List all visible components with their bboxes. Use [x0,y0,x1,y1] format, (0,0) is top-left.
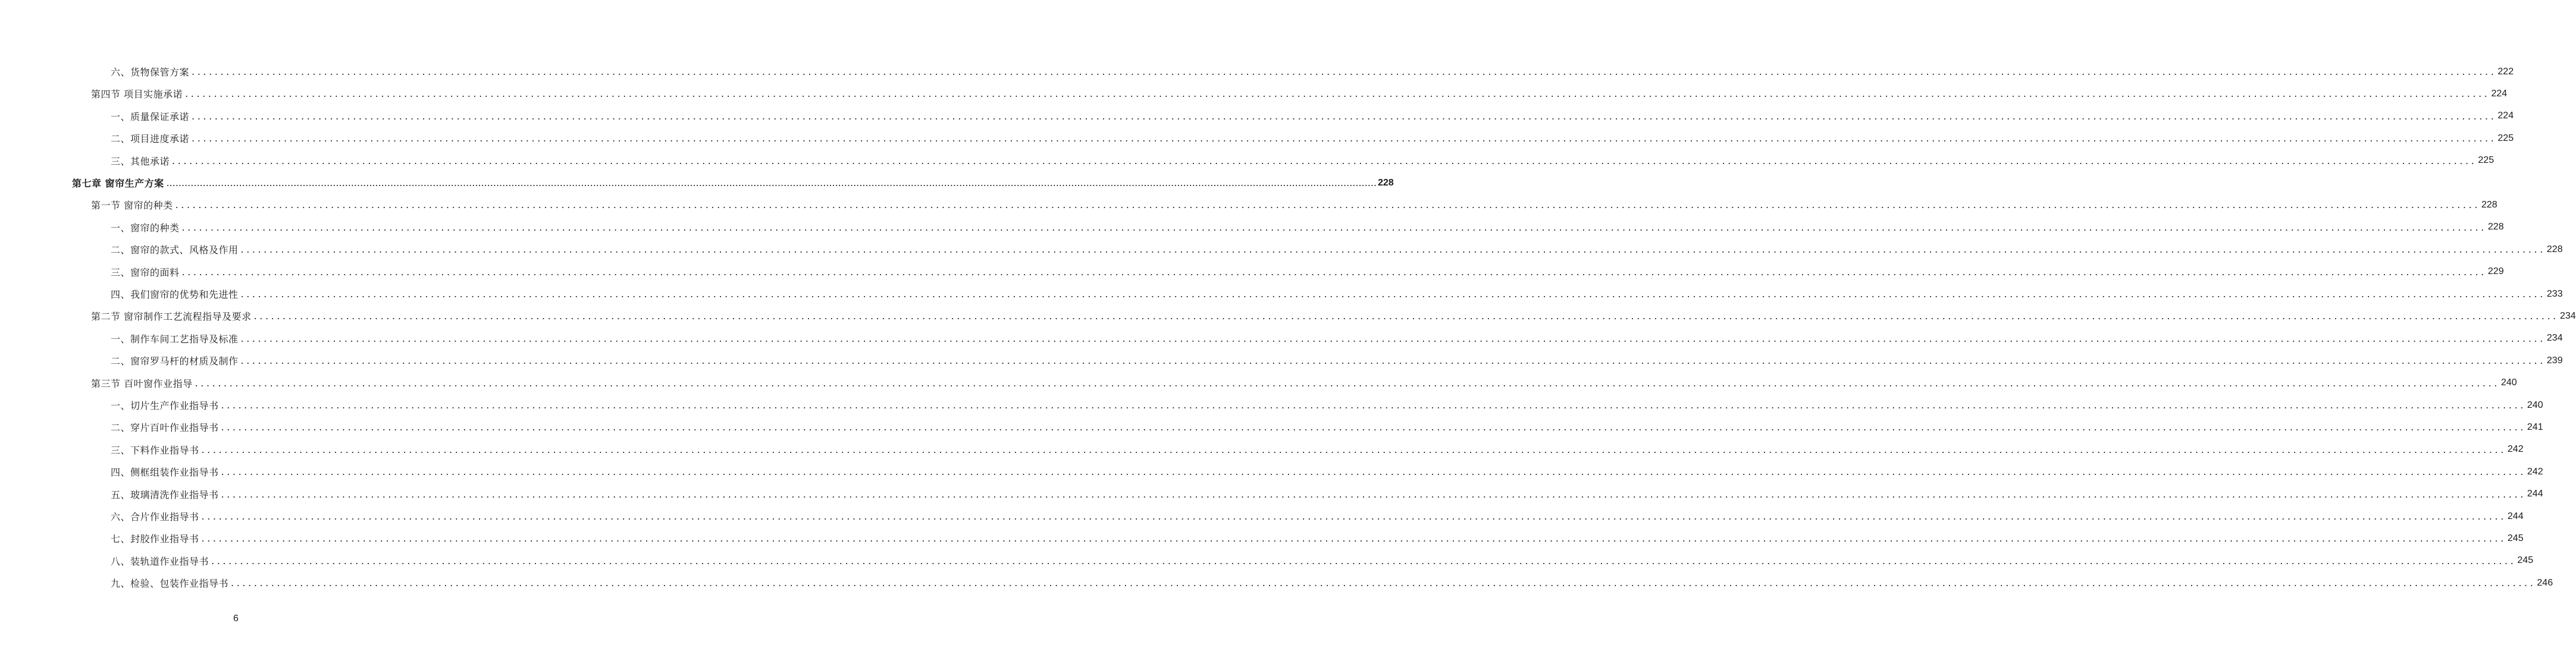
toc-leader-dots: ................................................................................................................................................................................................................................................................................................................................................................................................................ [221,421,2526,433]
toc-subsection-entry [111,261,2504,283]
toc-entry-label: 第四节 项目实施承诺 [91,89,183,100]
toc-subsection-entry [111,572,2553,594]
toc-entry-label: 一、窗帘的种类 [111,222,180,234]
toc-leader-dots: ................................................................................................................................................................................................................................................................................................................................................................................................................ [185,88,2490,100]
toc-leader-dots: ................................................................................................................................................................................................................................................................................................................................................................................................................ [166,177,1377,188]
toc-entry-label: 一、制作车间工艺指导及标准 [111,333,239,345]
toc-entry-label: 二、窗帘罗马杆的材质及制作 [111,355,239,367]
toc-entry-label: 三、其他承诺 [111,155,170,167]
toc-subsection-entry [111,105,2514,127]
toc-leader-dots: ................................................................................................................................................................................................................................................................................................................................................................................................................ [181,266,2487,278]
toc-subsection-entry [111,350,2563,372]
toc-subsection-entry [111,127,2514,149]
toc-entry-label: 六、货物保管方案 [111,67,190,78]
toc-entry-page: 245 [2517,555,2534,566]
toc-subsection-entry [111,328,2563,350]
toc-leader-dots: ................................................................................................................................................................................................................................................................................................................................................................................................................ [181,221,2487,233]
toc-entry-page: 239 [2546,355,2563,366]
toc-section-entry [91,194,2497,216]
toc-entry-page: 241 [2527,421,2543,432]
toc-leader-dots: ................................................................................................................................................................................................................................................................................................................................................................................................................ [240,332,2546,344]
toc-leader-dots: ................................................................................................................................................................................................................................................................................................................................................................................................................ [172,155,2477,166]
toc-entry-label: 第三节 百叶窗作业指导 [91,377,193,389]
toc-entry-page: 244 [2527,489,2543,499]
toc-leader-dots: ................................................................................................................................................................................................................................................................................................................................................................................................................ [175,199,2480,211]
toc-entry-label: 三、窗帘的面料 [111,266,180,278]
toc-entry-page: 225 [2478,155,2494,166]
toc-entry-label: 四、侧框组装作业指导书 [111,467,219,479]
toc-entry-page: 222 [2497,66,2514,77]
toc-section-entry [91,305,2576,327]
toc-entry-page: 228 [2546,244,2563,254]
toc-leader-dots: ................................................................................................................................................................................................................................................................................................................................................................................................................ [253,310,2559,322]
toc-section-entry [91,83,2508,105]
toc-leader-dots: ................................................................................................................................................................................................................................................................................................................................................................................................................ [192,110,2497,122]
toc-entry-page: 228 [2481,199,2497,210]
toc-subsection-entry [111,461,2543,483]
toc-entry-label: 一、切片生产作业指导书 [111,400,219,411]
toc-subsection-entry [111,505,2524,527]
toc-leader-dots: ................................................................................................................................................................................................................................................................................................................................................................................................................ [221,466,2526,478]
toc-entry-page: 225 [2497,133,2514,143]
page-number: 6 [233,613,239,624]
toc-leader-dots: ................................................................................................................................................................................................................................................................................................................................................................................................................ [231,577,2536,589]
toc-entry-label: 八、装轨道作业指导书 [111,555,209,567]
toc-leader-dots: ................................................................................................................................................................................................................................................................................................................................................................................................................ [192,66,2497,77]
toc-entry-page: 228 [2487,222,2504,232]
toc-entry-label: 第二节 窗帘制作工艺流程指导及要求 [91,311,252,323]
toc-leader-dots: ................................................................................................................................................................................................................................................................................................................................................................................................................ [240,244,2546,256]
toc-leader-dots: ................................................................................................................................................................................................................................................................................................................................................................................................................ [211,555,2517,567]
toc-entry-page: 234 [2546,333,2563,344]
toc-leader-dots: ................................................................................................................................................................................................................................................................................................................................................................................................................ [221,399,2526,411]
toc-entry-label: 七、封胶作业指导书 [111,533,199,545]
toc-entry-page: 228 [1377,177,1394,188]
toc-leader-dots: ................................................................................................................................................................................................................................................................................................................................................................................................................ [201,511,2506,522]
toc-entry-page: 240 [2527,399,2543,410]
toc-leader-dots: ................................................................................................................................................................................................................................................................................................................................................................................................................ [201,443,2506,455]
toc-entry-page: 240 [2500,377,2517,388]
toc-leader-dots: ................................................................................................................................................................................................................................................................................................................................................................................................................ [240,355,2546,367]
toc-leader-dots: ................................................................................................................................................................................................................................................................................................................................................................................................................ [195,377,2500,389]
toc-entry-page: 224 [2491,88,2508,99]
toc-entry-label: 二、窗帘的款式、风格及作用 [111,244,239,256]
toc-entry-label: 一、质量保证承诺 [111,111,190,122]
toc-leader-dots: ................................................................................................................................................................................................................................................................................................................................................................................................................ [201,533,2506,545]
toc-entry-page: 234 [2559,310,2576,321]
toc-entry-page: 246 [2537,577,2553,588]
toc-entry-page: 233 [2546,288,2563,299]
toc-entry-label: 五、玻璃清洗作业指导书 [111,489,219,501]
toc-subsection-entry [111,283,2563,305]
toc-entry-label: 二、穿片百叶作业指导书 [111,422,219,434]
toc-subsection-entry [111,416,2543,438]
toc-entry-label: 三、下料作业指导书 [111,444,199,456]
toc-entry-page: 229 [2487,266,2504,277]
toc-entry-page: 244 [2507,511,2524,521]
toc-leader-dots: ................................................................................................................................................................................................................................................................................................................................................................................................................ [221,488,2526,500]
toc-subsection-entry [111,216,2504,238]
toc-entry-label: 第七章 窗帘生产方案 [72,178,164,189]
toc-entry-label: 四、我们窗帘的优势和先进性 [111,289,239,300]
toc-subsection-entry [111,527,2524,549]
toc-chapter-entry [72,172,1394,194]
toc-subsection-entry [111,394,2543,416]
toc-leader-dots: ................................................................................................................................................................................................................................................................................................................................................................................................................ [240,288,2546,300]
toc-subsection-entry [111,150,2494,172]
toc-entry-label: 第一节 窗帘的种类 [91,200,173,212]
toc-entry-label: 九、检验、包装作业指导书 [111,578,229,590]
toc-entry-page: 242 [2527,466,2543,477]
toc-entry-page: 245 [2507,533,2524,543]
toc-subsection-entry [111,439,2524,461]
toc-section-entry [91,372,2517,394]
toc-subsection-entry [111,550,2534,572]
toc-entry-page: 242 [2507,444,2524,455]
toc-subsection-entry [111,238,2563,260]
toc-leader-dots: ................................................................................................................................................................................................................................................................................................................................................................................................................ [192,133,2497,144]
toc-entry-label: 二、项目进度承诺 [111,133,190,145]
toc-subsection-entry [111,61,2514,83]
toc-subsection-entry [111,483,2543,505]
toc-entry-label: 六、合片作业指导书 [111,511,199,523]
toc-entry-page: 224 [2497,111,2514,121]
